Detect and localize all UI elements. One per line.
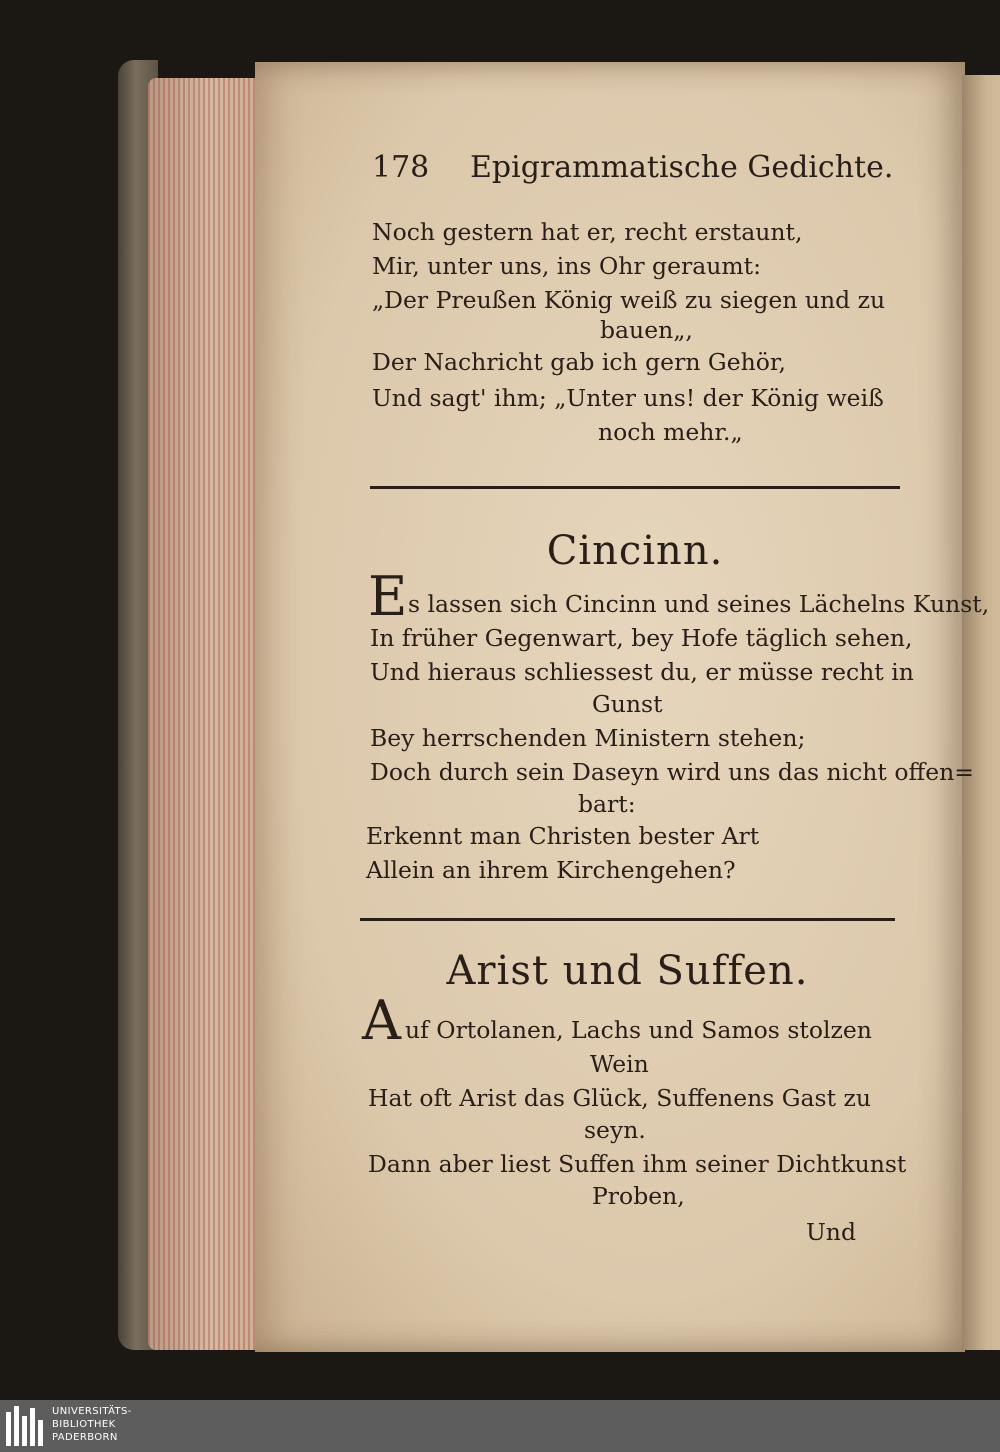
poem-line: Wein (590, 1050, 649, 1078)
drop-cap: A (362, 989, 401, 1052)
poem-line: Erkennt man Christen bester Art (366, 822, 760, 850)
poem-line: „Der Preußen König weiß zu siegen und zu (372, 286, 886, 314)
section-divider (370, 486, 900, 489)
poem-line: seyn. (584, 1116, 646, 1144)
poem-line: Der Nachricht gab ich gern Gehör, (372, 348, 787, 376)
poem-line: Gunst (592, 690, 663, 718)
poem-line: Bey herrschenden Ministern stehen; (370, 724, 806, 752)
poem-line: Dann aber liest Suffen ihm seiner Dichtkunst (368, 1150, 907, 1178)
poem-line: s lassen sich Cincinn und seines Lächelns Kunst, (408, 590, 990, 618)
poem-line: bart: (578, 790, 636, 818)
library-name-line: PADERBORN (52, 1432, 118, 1443)
library-footer (0, 1400, 1000, 1452)
poem-line: bauen„, (600, 316, 693, 344)
poem-line: In früher Gegenwart, bey Hofe täglich sehen, (370, 624, 913, 652)
page-number: 178 (372, 150, 430, 185)
page-edges (148, 78, 260, 1350)
poem-line: Allein an ihrem Kirchengehen? (366, 856, 736, 884)
running-head: Epigrammatische Gedichte. (470, 150, 894, 185)
poem-title: Cincinn. (546, 528, 724, 574)
poem-line: uf Ortolanen, Lachs und Samos stolzen (405, 1016, 872, 1044)
poem-line: Hat oft Arist das Glück, Suffenens Gast zu (368, 1084, 872, 1112)
poem-title: Arist und Suffen. (446, 948, 809, 994)
poem-line: Doch durch sein Daseyn wird uns das nicht offen= (370, 758, 974, 786)
library-name-line: UNIVERSITÄTS- (52, 1406, 132, 1417)
poem-line: Mir, unter uns, ins Ohr geraumt: (372, 252, 762, 280)
library-name (52, 1405, 132, 1444)
poem-line: Noch gestern hat er, recht erstaunt, (372, 218, 803, 246)
section-divider (360, 918, 895, 921)
poem-line: Und hieraus schliessest du, er müsse recht in (370, 658, 914, 686)
poem-line: Proben, (592, 1182, 685, 1210)
catchword: Und (806, 1218, 856, 1246)
poem-line: noch mehr.„ (598, 418, 743, 446)
facing-page-edge (962, 75, 1000, 1350)
library-logo-icon (6, 1406, 44, 1446)
poem-line: Und sagt' ihm; „Unter uns! der König weiß (372, 384, 884, 412)
library-name-line: BIBLIOTHEK (52, 1419, 116, 1430)
drop-cap: E (368, 565, 408, 628)
